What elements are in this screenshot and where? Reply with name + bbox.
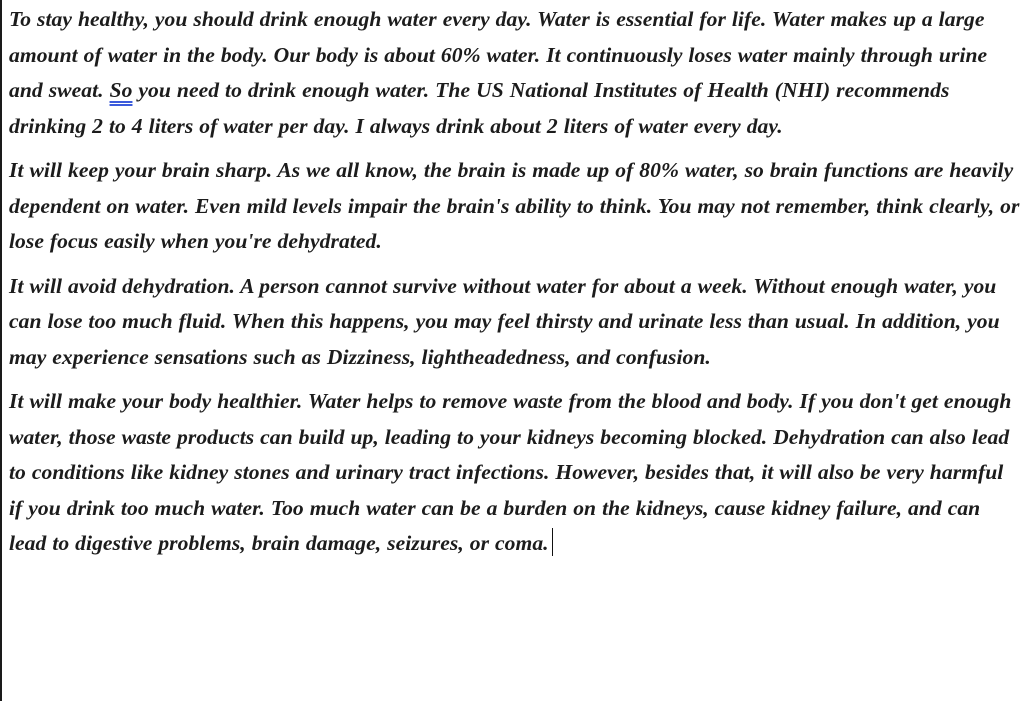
- text-cursor: [552, 528, 554, 556]
- paragraph-2-text: It will keep your brain sharp. As we all know, the brain is made up of 80% water, so brain functions are heavily dependent on water. Even mild levels impair the brain's ability to think. You may not remember, think clearly, or lose focus easily when you're dehydrated.: [9, 158, 1020, 253]
- paragraph-3[interactable]: [9, 269, 1021, 376]
- grammar-flagged-word[interactable]: So: [109, 78, 133, 102]
- paragraph-3-text: It will avoid dehydration. A person cannot survive without water for about a week. Without enough water, you can lose too much fluid. When this happens, you may feel thirsty and urinate less than usual. In addition, you may experience sensations such as Dizziness, lightheadedness, and confusion.: [9, 273, 1000, 369]
- paragraph-1-text-before: To stay healthy, you should drink enough water every day. Water is essential for life. Water makes up a large amount of water in the body. Our body is about 60% water. It continuously loses water mainly through urine and sweat.: [9, 7, 988, 102]
- paragraph-2[interactable]: [9, 153, 1021, 260]
- paragraph-1-text-after: you need to drink enough water. The US National Institutes of Health (NHI) recommends drinking 2 to 4 liters of water per day. I always drink about 2 liters of water every day.: [9, 78, 950, 138]
- document-body[interactable]: [9, 2, 1021, 562]
- paragraph-4-text: It will make your body healthier. Water helps to remove waste from the blood and body. If you don't get enough water, those waste products can build up, leading to your kidneys becoming blocked. Dehydration can also lead to conditions like kidney stones and urinary tract infections. However, besides that, it will also be very harmful if you drink too much water. Too much water can be a burden on the kidneys, cause kidney failure, and can lead to digestive problems, brain damage, seizures, or coma.: [9, 389, 1012, 555]
- paragraph-1[interactable]: [9, 2, 1021, 144]
- paragraph-4[interactable]: [9, 384, 1021, 562]
